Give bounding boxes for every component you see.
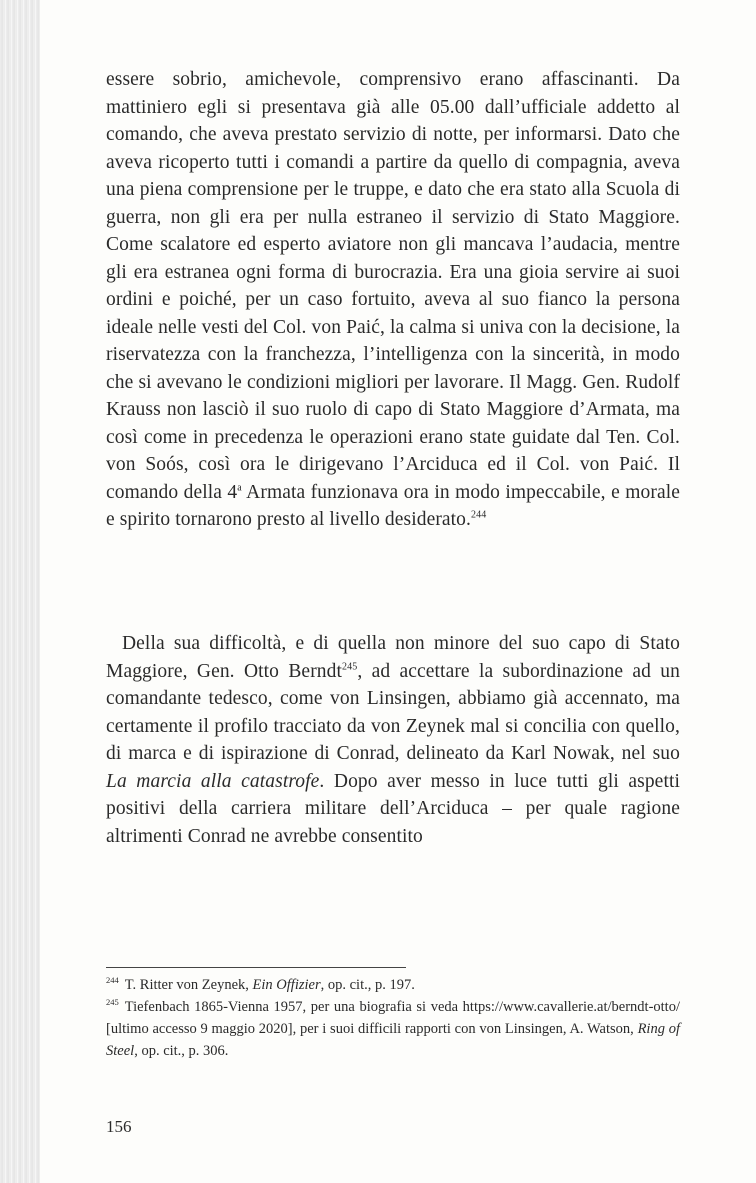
footnote-text: Tiefenbach 1865-Vienna 1957, per una biografia si veda https://www.cavallerie.at/berndt-otto/ [ultimo accesso 9 maggio 2020], per i suoi difficili rapporti con von Linsingen, A. Watson, — [106, 999, 680, 1037]
footnote-text-end: , op. cit., p. 306. — [134, 1043, 229, 1059]
footnote-ref-245: 245 — [342, 661, 358, 672]
ordinal-superscript: a — [237, 482, 242, 493]
body-paragraph-1 — [106, 66, 680, 534]
footnote-title-italic: Ein Offizier — [252, 977, 321, 993]
footnote-ref-244: 244 — [471, 509, 487, 521]
footnote-245 — [106, 996, 680, 1062]
book-binding-shadow — [0, 0, 40, 1183]
footnote-text-end: , op. cit., p. 197. — [320, 977, 415, 993]
book-title-italic: La marcia alla catastrofe — [106, 770, 320, 792]
footnote-number: 244 — [106, 975, 119, 986]
footnote-number: 245 — [106, 997, 119, 1008]
paragraph-1-text: essere sobrio, amichevole, comprensivo erano affascinanti. Da mattiniero egli si presentava già alle 05.00 dall’ufficiale addetto al comando, che aveva prestato servizio di notte, per informarsi. Dato che aveva ricoperto tutti i comandi a partire da quello di compagnia, aveva una piena comprensione per le truppe, e dato che era stato alla Scuola di guerra, non gli era per nulla estraneo il servizio di Stato Maggiore. Come scalatore ed esperto aviatore non gli mancava l’audacia, mentre gli era estranea ogni forma di burocrazia. Era una gioia servire ai suoi ordini e poiché, per un caso fortuito, aveva al suo fianco la persona ideale nelle vesti del Col. von Paić, la calma si univa con la decisione, la riservatezza con la franchezza, l’intelligenza con la sincerità, in modo che si avevano le condizioni migliori per lavorare. Il Magg. Gen. Rudolf Krauss non lasciò il suo ruolo di capo di Stato Maggiore d’Armata, ma così come in precedenza le operazioni erano state guidate dal Ten. Col. von Soós, così ora le dirigevano l’Arciduca ed il Col. von Paić. Il comando della 4 — [106, 69, 680, 503]
paragraph-2-text-a: Della sua difficoltà, e di quella non minore del suo capo di Stato Maggiore, Gen. Otto Berndt — [106, 633, 680, 682]
footnote-title-italic: Ring of Steel — [106, 1021, 680, 1059]
footnote-244 — [106, 974, 680, 996]
body-paragraph-2 — [106, 630, 680, 850]
paragraph-1-text-continued: Armata funzionava ora in modo impeccabile, e morale e spirito tornarono presto al livello desiderato. — [106, 481, 680, 530]
footnotes-block — [106, 974, 680, 1062]
page-number: 156 — [106, 1117, 132, 1136]
footnote-text: T. Ritter von Zeynek, — [124, 977, 253, 993]
paragraph-2-text-c: . Dopo aver messo in luce tutti gli aspetti positivi della carriera militare dell’Arciduca – per quale ragione altrimenti Conrad ne avrebbe consentito — [106, 770, 680, 847]
footnote-separator — [106, 967, 406, 968]
paragraph-2-text-b: , ad accettare la subordinazione ad un comandante tedesco, come von Linsingen, abbiamo già accennato, ma certamente il profilo tracciato da von Zeynek mal si concilia con quello, di marca e di ispirazione di Conrad, delineato da Karl Nowak, nel suo — [106, 660, 681, 764]
